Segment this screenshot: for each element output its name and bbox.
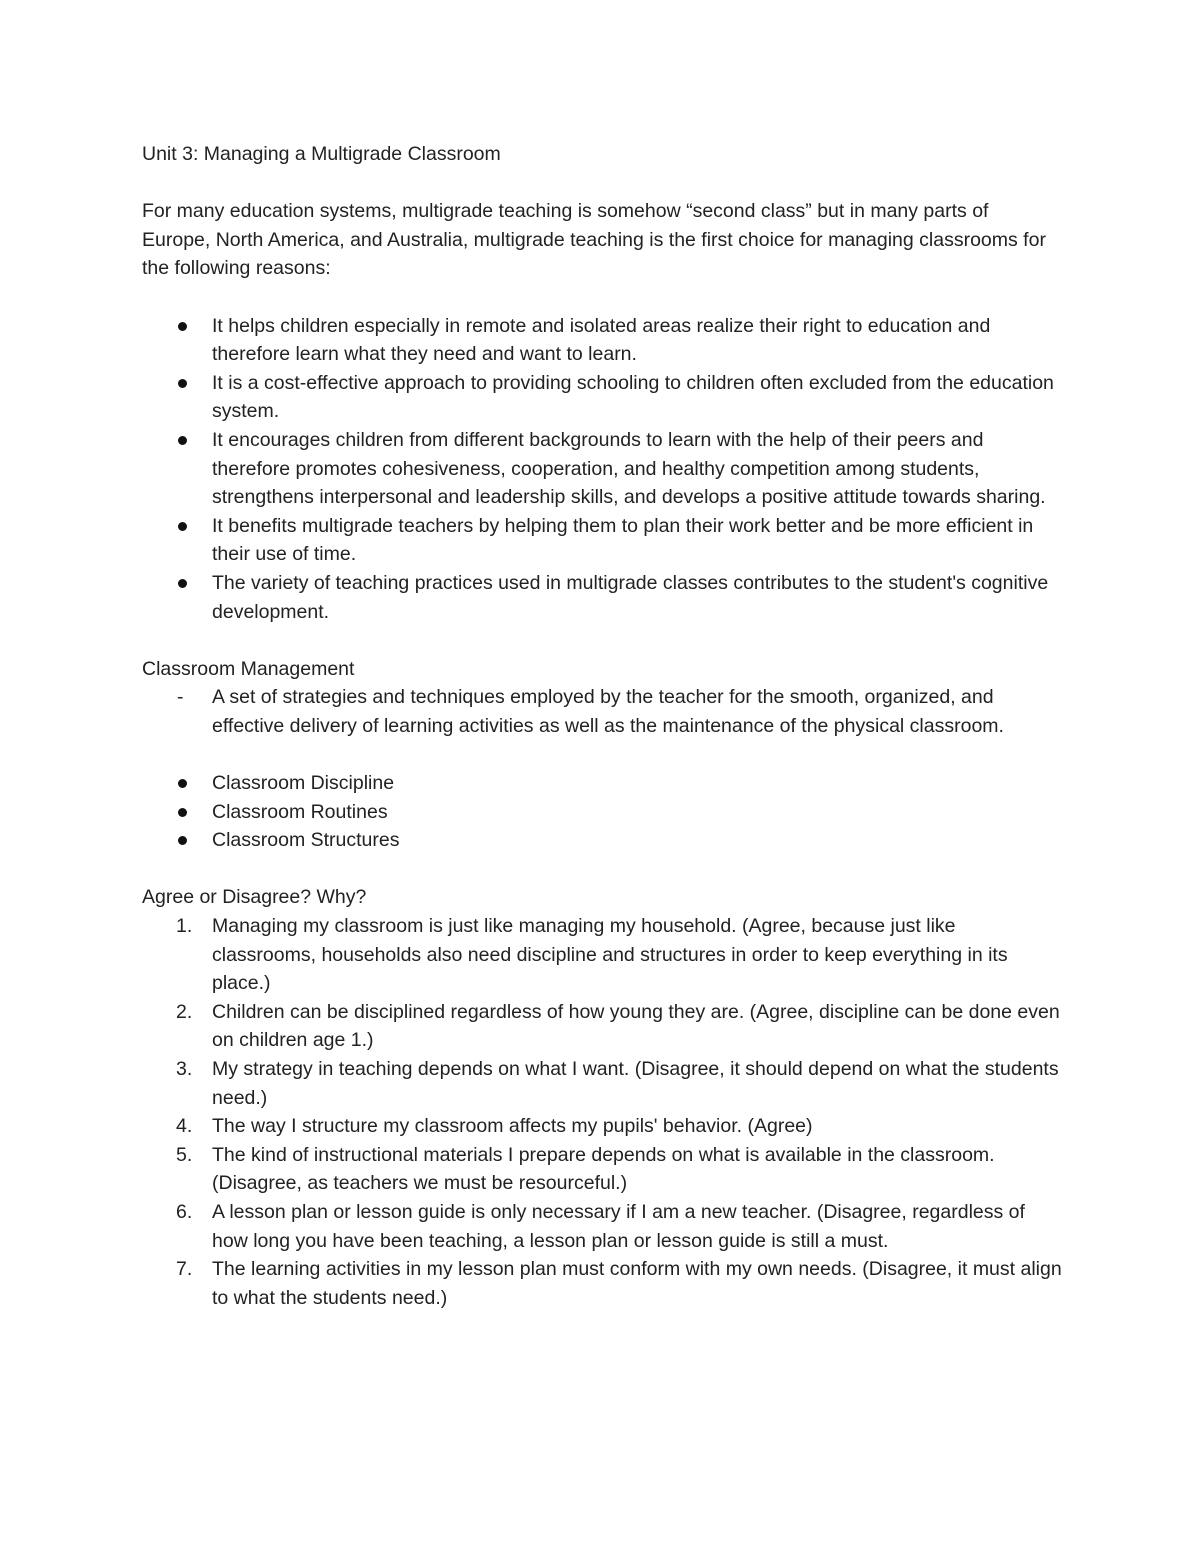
spacer <box>142 740 1062 769</box>
bullet-icon <box>178 808 187 817</box>
reason-item <box>142 569 1062 626</box>
component-item <box>142 826 1062 855</box>
statement-item <box>142 998 1062 1055</box>
statement-item <box>142 1198 1062 1255</box>
component-text: Classroom Structures <box>212 829 400 852</box>
component-text: Classroom Discipline <box>212 772 395 795</box>
statement-text: My strategy in teaching depends on what I want. (Disagree, it should depend on what the students need.) <box>212 1058 1059 1109</box>
reason-text: The variety of teaching practices used in multigrade classes contributes to the student's cognitive development. <box>212 571 1049 623</box>
components-list <box>142 769 1062 855</box>
bullet-icon <box>178 579 187 588</box>
item-number: 4. <box>176 1115 193 1138</box>
dash-marker: - <box>177 686 184 709</box>
item-number: 3. <box>176 1058 193 1080</box>
bullet-icon <box>178 379 187 388</box>
statement-text: The way I structure my classroom affects my pupils' behavior. (Agree) <box>212 1115 813 1138</box>
bullet-icon <box>178 522 187 531</box>
statement-item <box>142 1055 1062 1112</box>
component-item <box>142 798 1062 827</box>
document-title: Unit 3: Managing a Multigrade Classroom <box>142 143 501 165</box>
bullet-icon <box>178 779 187 788</box>
reason-item <box>142 512 1062 569</box>
component-text: Classroom Routines <box>212 800 388 823</box>
definition-list <box>142 683 1062 740</box>
agree-disagree-list <box>142 912 1062 1312</box>
reason-text: It helps children especially in remote and isolated areas realize their right to education and therefore learn what they need and want to learn. <box>212 314 991 366</box>
bullet-icon <box>178 836 187 845</box>
statement-item <box>142 1112 1062 1141</box>
document-page <box>142 140 1062 1312</box>
statement-item <box>142 1141 1062 1198</box>
statement-text: Children can be disciplined regardless of how young they are. (Agree, discipline can be done even on children age 1.) <box>212 1000 1060 1052</box>
spacer <box>142 283 1062 312</box>
reason-item <box>142 369 1062 426</box>
statement-item <box>142 1255 1062 1312</box>
spacer <box>142 855 1062 884</box>
item-number: 6. <box>176 1200 193 1223</box>
item-number: 2. <box>176 1000 193 1023</box>
reason-text: It is a cost-effective approach to providing schooling to children often excluded from the education system. <box>212 371 1054 423</box>
classroom-management-heading: Classroom Management <box>142 657 355 680</box>
intro-paragraph: For many education systems, multigrade teaching is somehow “second class” but in many parts of Europe, North America, and Australia, multigrade teaching is the first choice for managing classrooms for the following reasons: <box>142 200 1046 280</box>
item-number: 5. <box>176 1143 193 1166</box>
item-number: 7. <box>176 1258 193 1281</box>
statement-text: The learning activities in my lesson plan must conform with my own needs. (Disagree, it must align to what the students need.) <box>212 1258 1062 1309</box>
bullet-icon <box>178 436 187 445</box>
item-number: 1. <box>176 915 193 938</box>
reason-item <box>142 426 1062 512</box>
statement-text: Managing my classroom is just like managing my household. (Agree, because just like classrooms, households also need discipline and structures in order to keep everything in its place.) <box>212 915 1008 995</box>
definition-text: A set of strategies and techniques employed by the teacher for the smooth, organized, and effective delivery of learning activities as well as the maintenance of the physical classroom. <box>212 686 1004 737</box>
statement-text: A lesson plan or lesson guide is only necessary if I am a new teacher. (Disagree, regardless of how long you have been teaching, a lesson plan or lesson guide is still a must. <box>212 1200 1025 1252</box>
statement-item <box>142 912 1062 998</box>
statement-text: The kind of instructional materials I prepare depends on what is available in the classroom. (Disagree, as teachers we must be resourceful.) <box>212 1143 995 1195</box>
agree-disagree-heading: Agree or Disagree? Why? <box>142 886 367 909</box>
component-item <box>142 769 1062 798</box>
spacer <box>142 626 1062 655</box>
bullet-icon <box>178 322 187 331</box>
reason-text: It encourages children from different backgrounds to learn with the help of their peers and therefore promotes cohesiveness, cooperation, and healthy competition among students, strengthens interpersonal and leadership skills, and develops a positive attitude towards sharing. <box>212 428 1046 509</box>
reason-text: It benefits multigrade teachers by helping them to plan their work better and be more efficient in their use of time. <box>212 514 1034 566</box>
reasons-list <box>142 312 1062 627</box>
definition-item <box>142 683 1062 740</box>
reason-item <box>142 312 1062 369</box>
